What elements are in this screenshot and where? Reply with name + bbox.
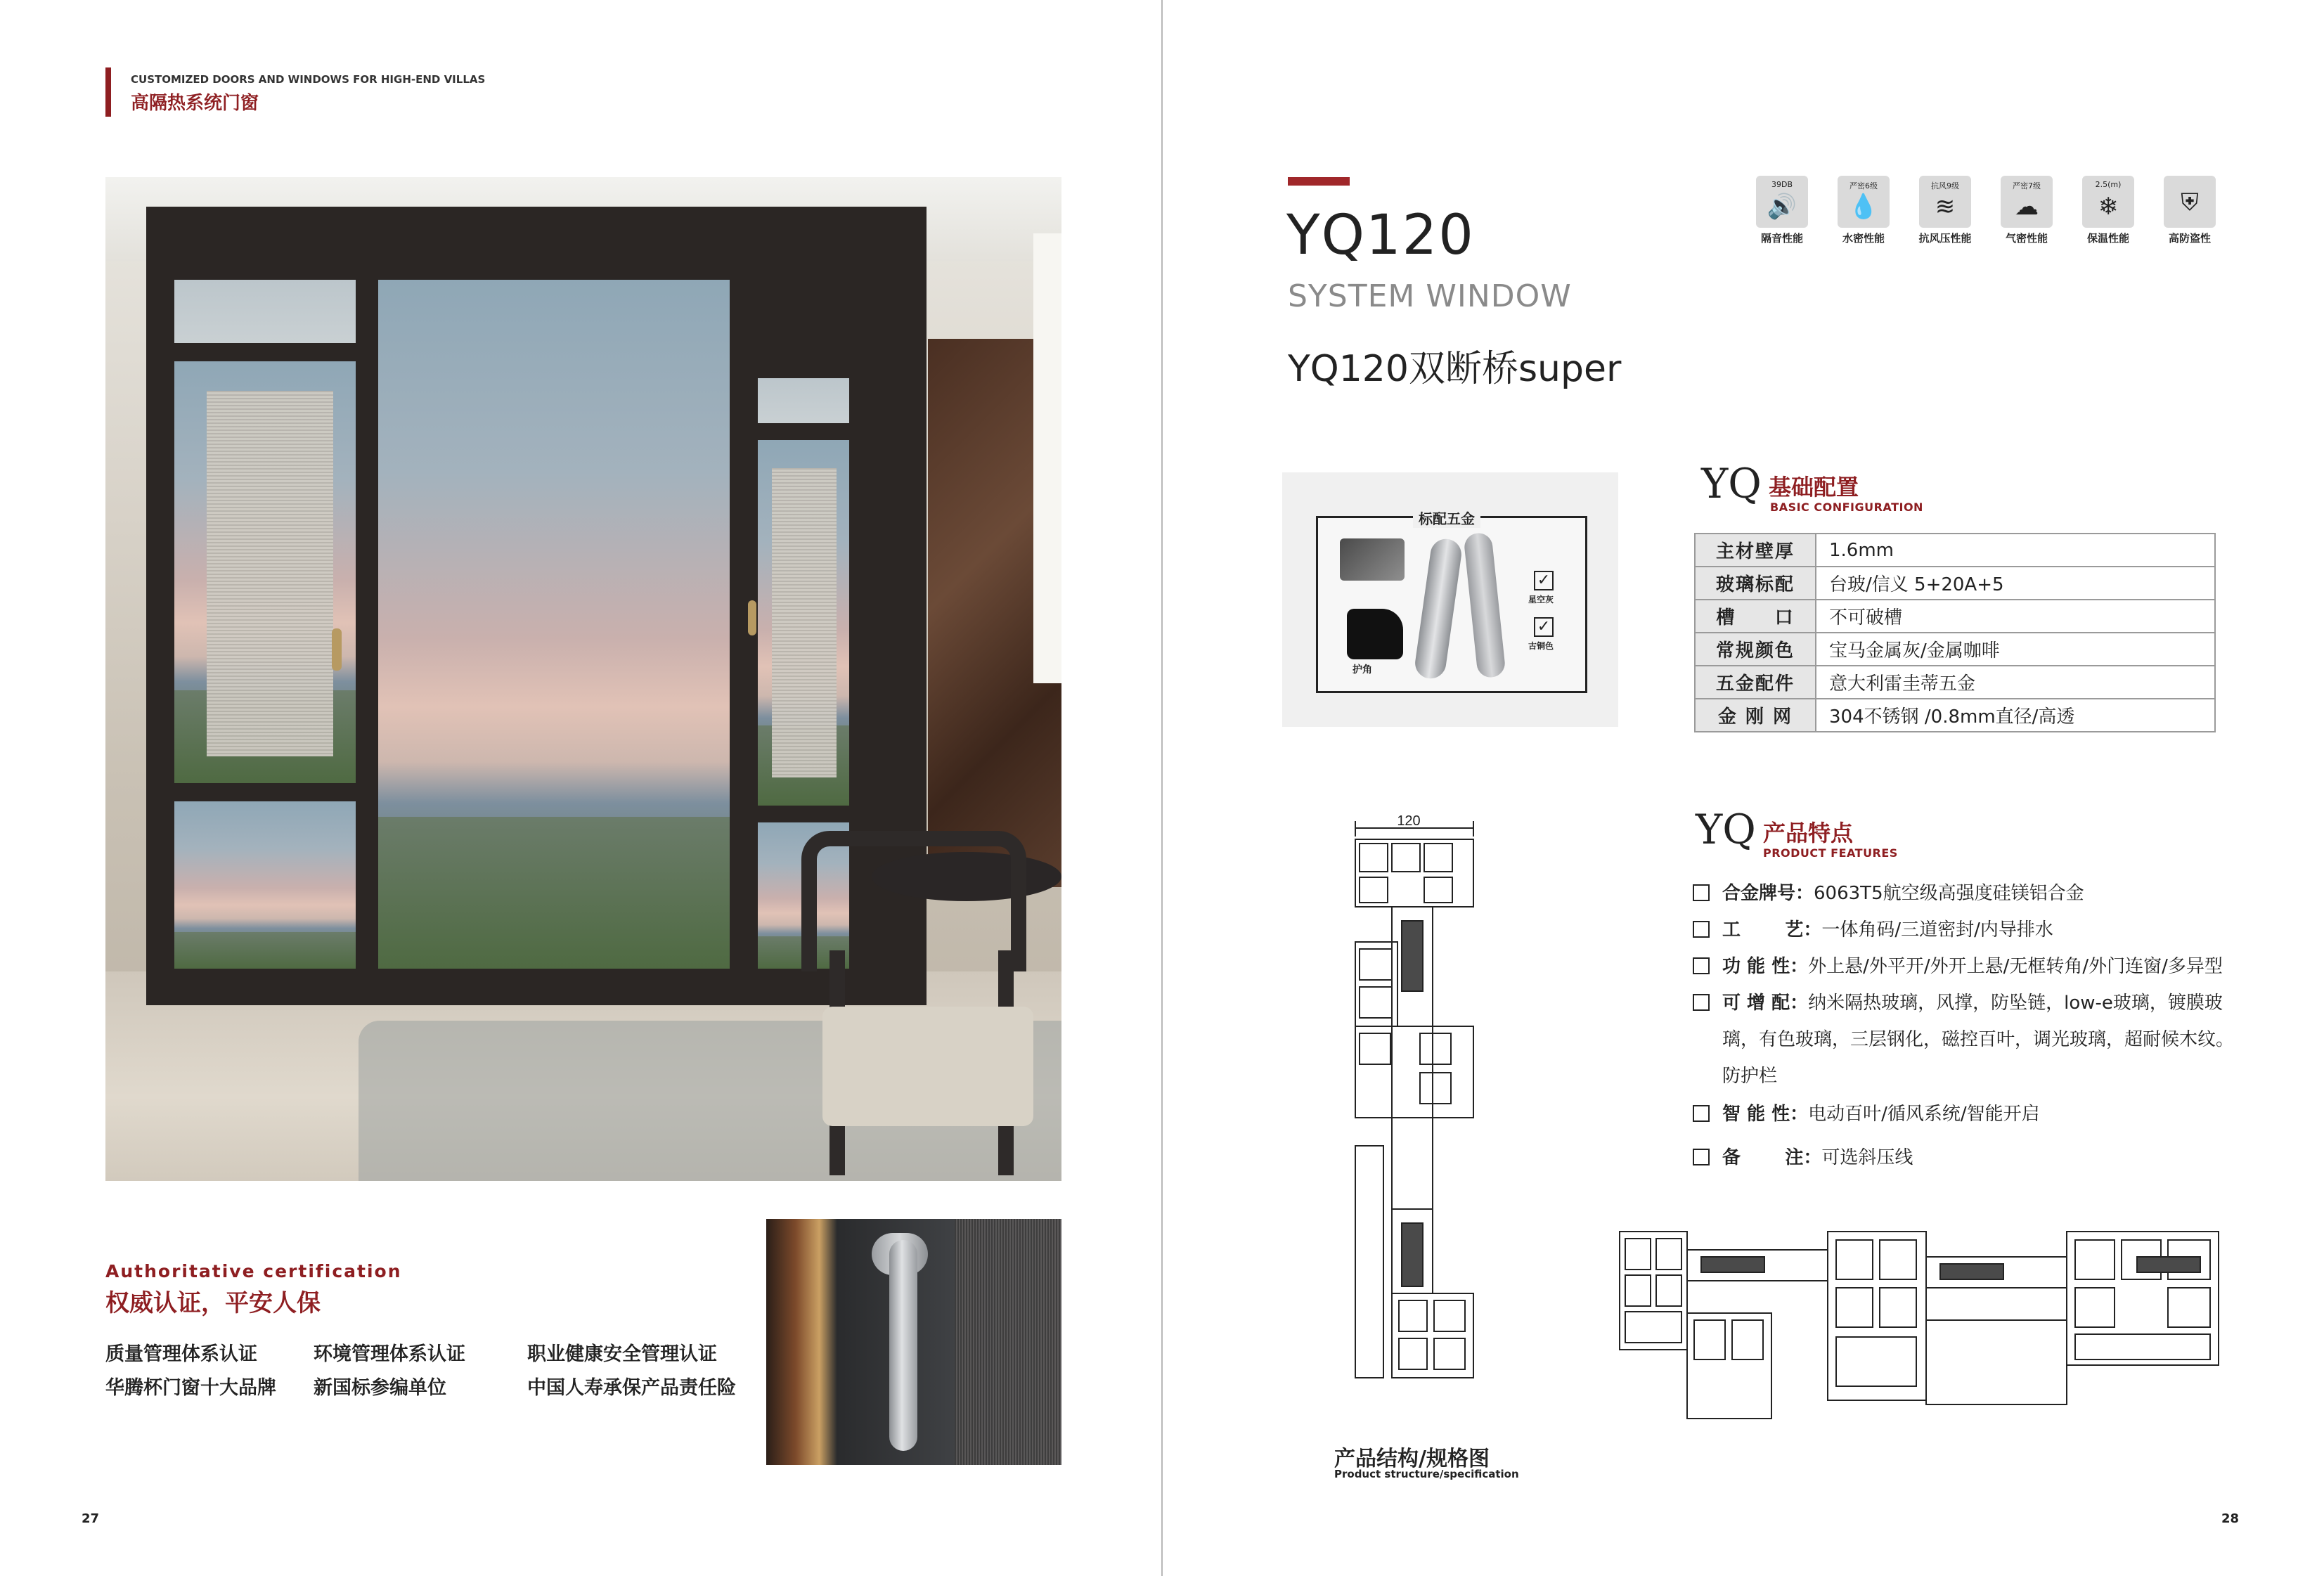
left-sash-handle: [332, 628, 342, 671]
table-row: [1695, 666, 2215, 699]
speaker-icon: 🔊: [1767, 193, 1797, 221]
header-accent-bar: [105, 67, 111, 117]
perf-item: [1748, 176, 1816, 245]
feature-item: [1693, 952, 2223, 978]
cert-item: 环境管理体系认证: [314, 1343, 465, 1365]
perf-label: 抗风压性能: [1918, 232, 1972, 245]
page-number-right: 28: [2221, 1511, 2240, 1526]
perf-label: 气密性能: [2005, 232, 2048, 245]
handle-lever: [889, 1240, 917, 1451]
section-yq-mark: YQ: [1701, 460, 1762, 508]
perf-item: [1911, 176, 1980, 245]
title-accent-bar: [1288, 177, 1350, 186]
diagram-caption: 产品结构/规格图: [1334, 1447, 1490, 1471]
checkbox-icon: ✓: [1534, 617, 1554, 637]
left-sash-screen: [207, 391, 333, 756]
perf-item: [2155, 176, 2224, 245]
center-fixed-glass: [378, 280, 730, 969]
hardware-option: 古铜色: [1528, 641, 1554, 651]
dining-chair: [759, 810, 1061, 1181]
feature-item: [1693, 915, 2053, 941]
feature-item: [1693, 1099, 2040, 1125]
section-yq-mark: YQ: [1696, 806, 1756, 853]
perf-item: [1829, 176, 1898, 245]
left-page: [0, 0, 1161, 1576]
feature-item: [1693, 1143, 1913, 1169]
feature-key: 功 能 性：: [1722, 956, 1809, 977]
spec-value: 宝马金属灰/金属咖啡: [1816, 633, 2215, 666]
spec-key: 主材壁厚: [1695, 534, 1816, 567]
checkbox-icon: [1693, 957, 1710, 974]
model-name: YQ120双断桥super: [1288, 348, 1622, 390]
perf-box: [2082, 176, 2134, 228]
header-chinese: 高隔热系统门窗: [131, 93, 259, 114]
feature-continuation: 防护栏: [1722, 1066, 1778, 1087]
chair-seat: [822, 1007, 1033, 1126]
feature-value: 纳米隔热玻璃，风撑，防坠链，low-e玻璃，镀膜玻: [1808, 993, 2223, 1014]
checkbox-icon: ✓: [1534, 571, 1554, 590]
perf-label: 保温性能: [2086, 232, 2129, 245]
cloud-wind-icon: ☁: [2015, 193, 2039, 221]
right-sash-handle: [748, 600, 756, 635]
certification-title-cn: 权威认证，平安人保: [105, 1289, 321, 1317]
vertical-profile-diagram: [1350, 815, 1490, 1406]
table-row: [1695, 600, 2215, 633]
features-title: 产品特点: [1763, 820, 1854, 846]
feature-value: 6063T5航空级高强度硅镁铝合金: [1814, 883, 2084, 904]
perf-box: [2164, 176, 2216, 228]
spec-value: 不可破槽: [1816, 600, 2215, 633]
page-number-left: 27: [82, 1511, 100, 1526]
header-english: CUSTOMIZED DOORS AND WINDOWS FOR HIGH-END VILLAS: [131, 73, 486, 86]
cert-item: 职业健康安全管理认证: [527, 1343, 717, 1365]
feature-key: 备 注：: [1722, 1147, 1822, 1168]
mesh-screen: [955, 1219, 1061, 1465]
checkbox-icon: [1693, 1105, 1710, 1122]
standard-hardware-panel: [1282, 472, 1618, 727]
cert-item: 新国标参编单位: [314, 1377, 446, 1399]
corner-piece-image: [1347, 609, 1403, 659]
checkbox-icon: [1693, 994, 1710, 1011]
table-row: [1695, 567, 2215, 600]
spec-value: 台玻/信义 5+20A+5: [1816, 567, 2215, 600]
top-right-transom: [758, 378, 849, 423]
perf-value: 严密6级: [1849, 181, 1878, 190]
certification-title-en: Authoritative certification: [105, 1261, 402, 1281]
feature-value: 可选斜压线: [1821, 1147, 1913, 1168]
window-room-photo: [105, 177, 1061, 1181]
feature-key: 智 能 性：: [1722, 1104, 1809, 1125]
spec-value: 意大利雷圭蒂五金: [1816, 666, 2215, 699]
feature-item: [1693, 879, 2084, 905]
wind-icon: ≋: [1935, 193, 1956, 221]
feature-value: 外上悬/外平开/外开上悬/无框转角/外门连窗/多异型: [1808, 956, 2223, 977]
cert-item: 质量管理体系认证: [105, 1343, 257, 1365]
table-row: [1695, 534, 2215, 567]
perf-label: 高防盗性: [2168, 232, 2211, 245]
table-row: [1695, 633, 2215, 666]
perf-label: 隔音性能: [1760, 232, 1803, 245]
basic-config-title: 基础配置: [1769, 474, 1859, 500]
perf-value: 39DB: [1771, 180, 1793, 189]
top-left-transom: [174, 280, 356, 343]
feature-continuation: 璃，有色玻璃，三层钢化，磁控百叶，调光玻璃，超耐候木纹。: [1722, 1029, 2235, 1050]
model-title: YQ120: [1286, 204, 1475, 267]
model-subtitle-en: SYSTEM WINDOW: [1288, 278, 1572, 314]
snowflake-icon: ❄: [2098, 193, 2119, 221]
shield-lock-icon: ⛨: [2181, 188, 2199, 217]
perf-label: 水密性能: [1842, 232, 1885, 245]
perf-value: 严密7级: [2013, 181, 2041, 190]
hardware-caption: 标配五金: [1413, 508, 1480, 528]
corner-guard-image: [1340, 538, 1405, 581]
spec-key: 金 刚 网: [1695, 699, 1816, 732]
perf-box: [1919, 176, 1971, 228]
handle-closeup-photo: [766, 1219, 1061, 1465]
spec-key: 常规颜色: [1695, 633, 1816, 666]
horizontal-profile-diagram: [1617, 1229, 2221, 1427]
spec-table: [1694, 533, 2216, 732]
perf-box: [1838, 176, 1890, 228]
water-drop-icon: 💧: [1848, 193, 1879, 221]
feature-value: 一体角码/三道密封/内导排水: [1821, 919, 2053, 941]
perf-box: [1756, 176, 1808, 228]
lower-left-glass: [174, 801, 356, 969]
checkbox-icon: [1693, 921, 1710, 938]
dimension-label: 120: [1397, 815, 1421, 829]
checkbox-icon: [1693, 884, 1710, 901]
perf-item: [2074, 176, 2143, 245]
perf-item: [1992, 176, 2061, 245]
spec-value: 304不锈钢 /0.8mm直径/高透: [1816, 699, 2215, 732]
spec-key: 五金配件: [1695, 666, 1816, 699]
feature-item: [1693, 988, 2223, 1014]
perf-box: [2001, 176, 2053, 228]
table-row: [1695, 699, 2215, 732]
scene-column: [1033, 233, 1061, 683]
corner-guard-label: 护角: [1353, 664, 1372, 676]
hardware-option: 星空灰: [1528, 595, 1554, 605]
perf-value: 2.5(m): [2095, 180, 2122, 189]
performance-icons: [1748, 176, 2240, 253]
cert-item: 中国人寿承保产品责任险: [527, 1377, 736, 1399]
right-sash-screen: [772, 468, 837, 777]
spec-key: 槽 口: [1695, 600, 1816, 633]
features-title-en: PRODUCT FEATURES: [1763, 846, 1898, 860]
page-spine: [1161, 0, 1163, 1576]
perf-value: 抗风9级: [1931, 181, 1959, 190]
feature-value: 电动百叶/循风系统/智能开启: [1808, 1104, 2040, 1125]
checkbox-icon: [1693, 1149, 1710, 1165]
feature-key: 合金牌号：: [1722, 883, 1814, 904]
spec-key: 玻璃标配: [1695, 567, 1816, 600]
diagram-caption-en: Product structure/specification: [1334, 1468, 1519, 1480]
basic-config-title-en: BASIC CONFIGURATION: [1770, 500, 1923, 514]
spec-value: 1.6mm: [1816, 534, 2215, 567]
feature-key: 工 艺：: [1722, 919, 1822, 941]
cert-item: 华腾杯门窗十大品牌: [105, 1377, 276, 1399]
feature-key: 可 增 配：: [1722, 993, 1809, 1014]
